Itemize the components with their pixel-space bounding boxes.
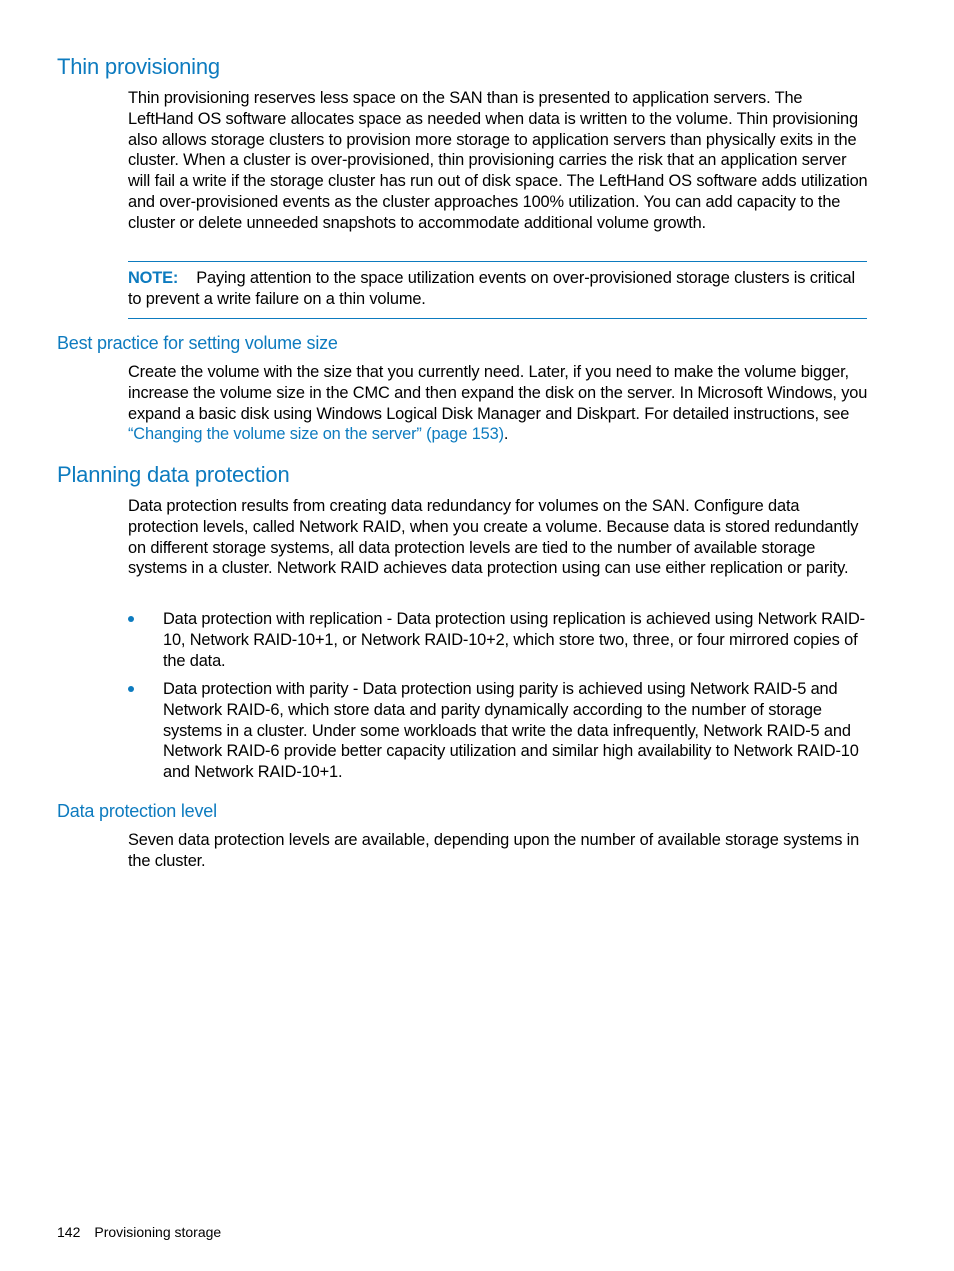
paragraph-thin-provisioning: Thin provisioning reserves less space on the SAN than is presented to application servers. The LeftHand OS software allocates space as needed when data is written to the volume. Thin provisioning also allows storage clusters to provision more storage to application servers than physically exits in the cluster. When a cluster is over-provisioned, thin provisioning carries the risk that an application server will fail a write if the storage cluster has run out of disk space. The LeftHand OS software adds utilization and over-provisioned events as the cluster approaches 100% utilization. You can add capacity to the cluster or delete unneeded snapshots to accommodate additional volume growth. <box>128 89 868 232</box>
best-practice-text: Create the volume with the size that you currently need. Later, if you need to make the volume bigger, increase the volume size in the CMC and then expand the disk on the server. In Microsoft Windows, you expand a basic disk using Windows Logical Disk Manager and Diskpart. For detailed instructions, see <box>128 363 868 423</box>
heading-planning-data-protection: Planning data protection <box>57 462 290 487</box>
page-number: 142 <box>57 1224 81 1240</box>
note-box <box>128 261 867 319</box>
paragraph-data-protection-level: Seven data protection levels are available, depending upon the number of available storage systems in the cluster. <box>128 831 860 870</box>
heading-best-practice: Best practice for setting volume size <box>57 333 338 353</box>
bullet-icon <box>128 686 134 692</box>
best-practice-text-end: . <box>503 425 509 444</box>
note-text: Paying attention to the space utilization events on over-provisioned storage clusters is critical to prevent a write failure on a thin volume. <box>128 269 855 308</box>
page-footer <box>57 1223 221 1241</box>
list-item <box>128 679 870 783</box>
note-paragraph <box>128 268 867 310</box>
note-label: NOTE: <box>128 269 179 287</box>
chapter-title: Provisioning storage <box>94 1224 222 1240</box>
list-item-text: Data protection with parity - Data protection using parity is achieved using Network RAID-5 and Network RAID-6, which store data and parity dynamically according to the number of storage systems in a cluster. Under some workloads that write the data infrequently, Network RAID-5 and Network RAID-6 provide better capacity utilization and similar high availability to Network RAID-10 and Network RAID-10+1. <box>163 680 859 782</box>
page-reference-link[interactable]: “Changing the volume size on the server” (page 153) <box>128 425 504 444</box>
bullet-icon <box>128 616 134 622</box>
list-item <box>128 609 870 671</box>
paragraph-best-practice <box>128 362 870 445</box>
paragraph-planning: Data protection results from creating data redundancy for volumes on the SAN. Configure data protection levels, called Network RAID, when you create a volume. Because data is stored redundantly on different storage systems, all data protection levels are tied to the number of available storage systems in a cluster. Network RAID achieves data protection using can use either replication or parity. <box>128 497 859 578</box>
heading-thin-provisioning: Thin provisioning <box>57 54 220 79</box>
list-item-text: Data protection with replication - Data protection using replication is achieved using Network RAID-10, Network RAID-10+1, or Network RAID-10+2, which store two, three, or four mirrored copies of the data. <box>163 610 865 670</box>
heading-data-protection-level: Data protection level <box>57 801 217 821</box>
